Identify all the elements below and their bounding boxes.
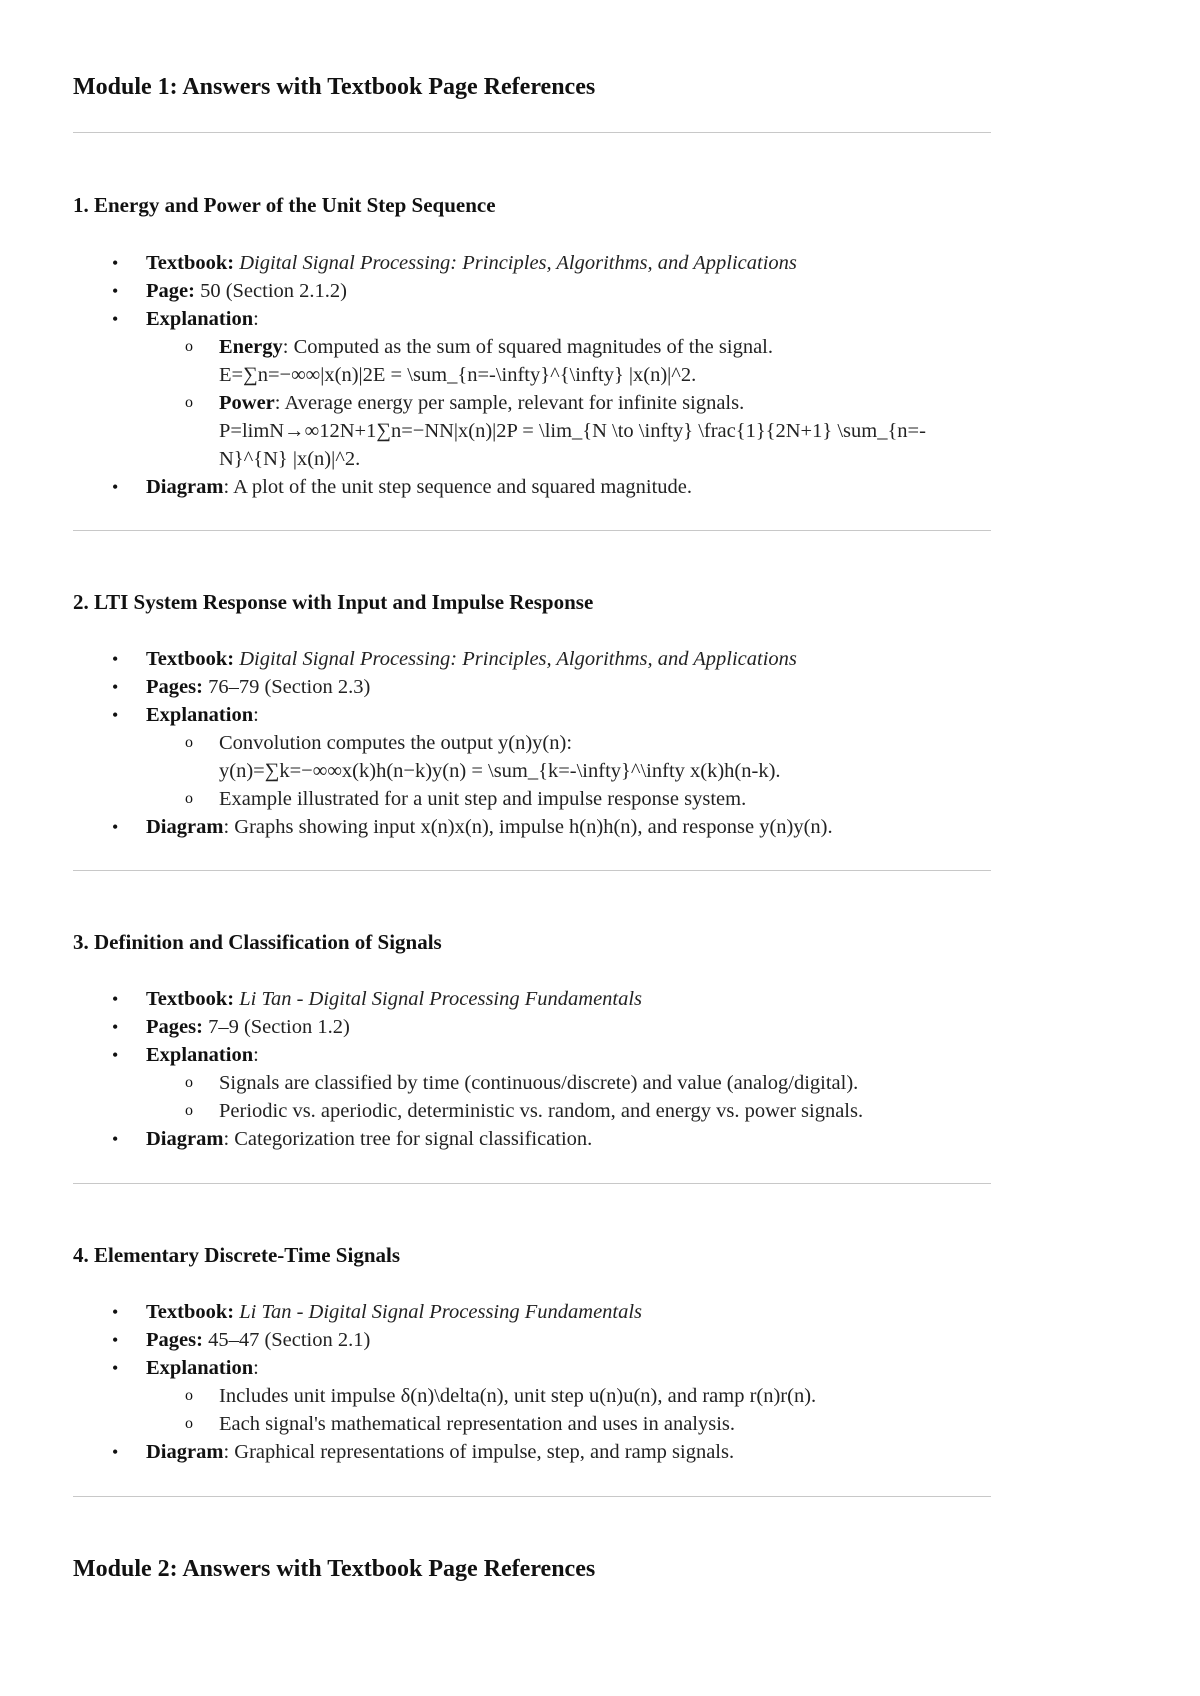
divider (73, 530, 991, 531)
textbook-title: Digital Signal Processing: Principles, Algorithms, and Applications (239, 252, 797, 274)
explanation-item: • Explanation: (112, 1044, 259, 1066)
page-reference: 7–9 (Section 1.2) (208, 1016, 350, 1038)
section-4-title: 4. Elementary Discrete-Time Signals (73, 1243, 401, 1267)
page-item: • Pages: 45–47 (Section 2.1) (112, 1329, 371, 1351)
page-reference: 76–79 (Section 2.3) (208, 676, 371, 698)
divider (73, 870, 991, 871)
explanation-subitem: o Includes unit impulse δ(n)\delta(n), unit step u(n)u(n), and ramp r(n)r(n). (185, 1385, 817, 1407)
textbook-title: Digital Signal Processing: Principles, Algorithms, and Applications (239, 648, 797, 670)
energy-formula: E=∑n=−∞∞|x(n)|2E = \sum_{n=-\infty}^{\infty} |x(n)|^2. (219, 364, 697, 386)
page-item: • Page: 50 (Section 2.1.2) (112, 280, 347, 302)
textbook-item: • Textbook: Digital Signal Processing: Principles, Algorithms, and Applications (112, 648, 797, 670)
divider (73, 1183, 991, 1184)
section-2-title: 2. LTI System Response with Input and Impulse Response (73, 590, 594, 614)
explanation-subitem: o Signals are classified by time (continuous/discrete) and value (analog/digital). (185, 1072, 859, 1094)
textbook-item: • Textbook: Li Tan - Digital Signal Processing Fundamentals (112, 1301, 643, 1323)
textbook-item: • Textbook: Li Tan - Digital Signal Processing Fundamentals (112, 988, 643, 1010)
explanation-item: • Explanation: (112, 704, 259, 726)
page-item: • Pages: 76–79 (Section 2.3) (112, 676, 371, 698)
explanation-subitem: o Periodic vs. aperiodic, deterministic vs. random, and energy vs. power signals. (185, 1100, 864, 1122)
section-3-title: 3. Definition and Classification of Signals (73, 930, 442, 954)
module-1-title: Module 1: Answers with Textbook Page References (73, 74, 596, 100)
module-2-title: Module 2: Answers with Textbook Page References (73, 1556, 596, 1582)
energy-subitem: o Energy: Computed as the sum of squared magnitudes of the signal. (185, 336, 773, 358)
page-reference: 50 (Section 2.1.2) (200, 280, 347, 302)
page-item: • Pages: 7–9 (Section 1.2) (112, 1016, 350, 1038)
divider (73, 132, 991, 133)
explanation-subitem: o Each signal's mathematical representation and uses in analysis. (185, 1413, 736, 1435)
diagram-item: • Diagram: A plot of the unit step sequence and squared magnitude. (112, 476, 692, 498)
power-formula: P=limN→∞12N+1∑n=−NN|x(n)|2P = \lim_{N \to \infty} \frac{1}{2N+1} \sum_{n=- (219, 420, 926, 442)
textbook-item: • Textbook: Digital Signal Processing: Principles, Algorithms, and Applications (146, 249, 797, 277)
explanation-item: • Explanation: (112, 308, 259, 330)
diagram-item: • Diagram: Categorization tree for signal classification. (112, 1128, 593, 1150)
diagram-item: • Diagram: Graphical representations of impulse, step, and ramp signals. (112, 1441, 735, 1463)
textbook-title: Li Tan - Digital Signal Processing Fundamentals (239, 1301, 643, 1323)
explanation-item: • Explanation: (112, 1357, 259, 1379)
explanation-subitem: o Example illustrated for a unit step and impulse response system. (185, 788, 747, 810)
diagram-item: • Diagram: Graphs showing input x(n)x(n), impulse h(n)h(n), and response y(n)y(n). (112, 816, 833, 838)
power-formula-continued: N}^{N} |x(n)|^2. (219, 448, 361, 470)
bullet: • (112, 253, 119, 273)
page-reference: 45–47 (Section 2.1) (208, 1329, 371, 1351)
divider (73, 1496, 991, 1497)
explanation-subitem: o Convolution computes the output y(n)y(n): (185, 732, 573, 754)
textbook-title: Li Tan - Digital Signal Processing Fundamentals (239, 988, 643, 1010)
section-1-title: 1. Energy and Power of the Unit Step Sequence (73, 193, 496, 217)
power-subitem: o Power: Average energy per sample, relevant for infinite signals. (185, 392, 745, 414)
convolution-formula: y(n)=∑k=−∞∞x(k)h(n−k)y(n) = \sum_{k=-\infty}^\infty x(k)h(n-k). (219, 760, 781, 782)
